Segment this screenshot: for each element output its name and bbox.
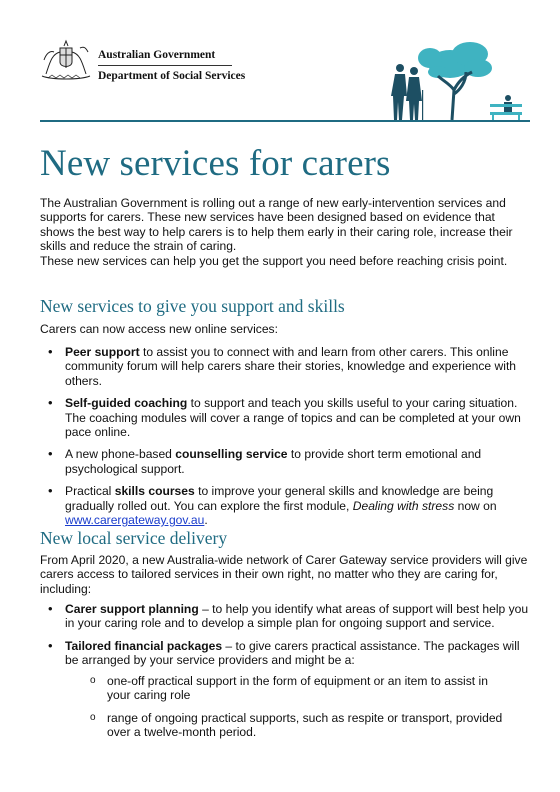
list-item xyxy=(65,345,529,388)
carers-illustration xyxy=(378,38,530,122)
item-term: Carer support planning xyxy=(65,602,199,616)
module-title: Dealing with stress xyxy=(352,498,455,513)
list-item: o one-off practical support in the form of equipment or an item to assist in your caring role xyxy=(107,674,507,703)
government-branding xyxy=(98,48,245,83)
package-options-list xyxy=(107,674,507,748)
intro-paragraph-2: These new services can help you get the support you need before reaching crisis point. xyxy=(40,254,508,268)
item-text: to support and teach you skills useful to your caring situation. The coaching modules will cover a range of topics and can be completed at your own pace online. xyxy=(65,396,521,440)
coat-of-arms-icon xyxy=(38,38,94,82)
list-item xyxy=(65,602,529,631)
page-header xyxy=(0,0,560,126)
list-item xyxy=(65,639,529,668)
item-term: skills courses xyxy=(114,484,195,499)
intro-paragraph: The Australian Government is rolling out a range of new early-intervention services and supports for carers. These new services have been designed based on evidence that shows the best way to help carers is to help them early in their caring role, increase their skills and reduce the strain of caring. xyxy=(40,196,513,254)
header-divider xyxy=(40,120,530,122)
section-heading-support-skills: New services to give you support and skills xyxy=(40,296,345,316)
item-text: now on xyxy=(454,498,497,513)
department-name: Department of Social Services xyxy=(98,70,246,82)
government-name: Australian Government xyxy=(98,48,232,66)
section-lead: Carers can now access new online services: xyxy=(40,322,278,336)
page-title: New services for carers xyxy=(40,143,391,184)
local-services-list xyxy=(65,602,529,676)
item-text: A new phone-based xyxy=(65,447,176,462)
carer-gateway-link[interactable]: www.carergateway.gov.au xyxy=(65,513,205,528)
item-term: Peer support xyxy=(65,345,140,359)
item-text: to improve your general skills and knowledge are being gradually rolled out. You can explore the first module, xyxy=(65,484,494,513)
item-text: to provide short term emotional and psychological support. xyxy=(65,447,482,476)
list-item xyxy=(65,396,529,439)
online-services-list xyxy=(65,345,529,535)
item-text: to assist you to connect with and learn from other carers. This online community forum will help carers share their stories, knowledge and experience with others. xyxy=(65,345,517,388)
list-item xyxy=(65,447,529,476)
item-term: counselling service xyxy=(175,447,288,462)
item-term: Tailored financial packages xyxy=(65,638,223,653)
item-term: Self-guided coaching xyxy=(65,396,188,411)
section-lead: From April 2020, a new Australia-wide network of Carer Gateway service providers will give carers access to tailored services in their own right, no matter who they are caring for, including: xyxy=(40,553,528,596)
item-text: Practical xyxy=(65,484,115,499)
section-heading-local-delivery: New local service delivery xyxy=(40,528,228,548)
list-item: o range of ongoing practical supports, such as respite or transport, provided over a twelve-month period. xyxy=(107,711,507,740)
item-text: – to give carers practical assistance. The packages will be arranged by your service providers and might be a: xyxy=(65,638,520,668)
list-item: • Practical skills courses to improve your general skills and knowledge are being gradually rolled out. You can explore the first module, Dealing with stress now on www.carergateway.gov.au. xyxy=(65,484,529,527)
item-text: – to help you identify what areas of support will best help you in your caring role and to develop a simple plan for ongoing support and service. xyxy=(65,602,529,631)
